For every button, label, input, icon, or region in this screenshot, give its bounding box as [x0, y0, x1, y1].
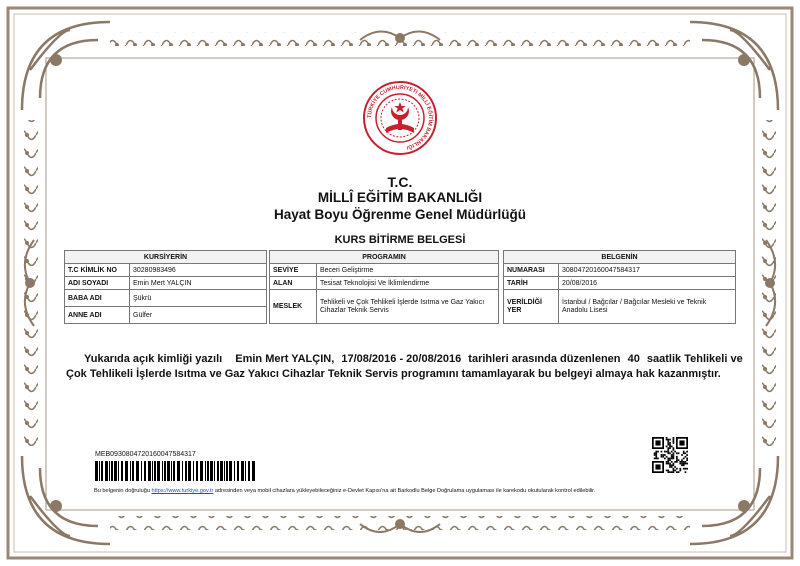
- certificate-number-label: NUMARASI: [504, 264, 559, 277]
- ministry-heading: MİLLÎ EĞİTİM BAKANLIĞI: [317, 190, 483, 205]
- field-value: Tesisat Teknolojisi Ve İklimlendirme: [317, 277, 499, 290]
- verification-footer: [94, 488, 714, 494]
- document-title: KURS BİTİRME BELGESİ: [334, 234, 466, 246]
- full-name-label: ADI SOYADI: [65, 277, 130, 290]
- barcode-image: [95, 461, 255, 481]
- certificate-table: [503, 250, 736, 324]
- tc-no-value: 30280983496: [130, 264, 267, 277]
- footer-prefix: Bu belgenin doğruluğu: [94, 488, 150, 494]
- verification-link[interactable]: https://www.turkiye.gov.tr: [151, 488, 214, 494]
- issued-place-label: VERİLDİĞİ YER: [504, 290, 559, 324]
- date-label: TARİH: [504, 277, 559, 290]
- certificate-table-heading: BELGENİN: [504, 251, 736, 264]
- date-value: 20/08/2016: [559, 277, 736, 290]
- certificate-number-value: 30804720160047584317: [559, 264, 736, 277]
- statement-name: Emin Mert YALÇIN,: [235, 353, 335, 365]
- level-value: Beceri Geliştirme: [317, 264, 499, 277]
- trainee-table: [64, 250, 267, 324]
- certificate-statement: [66, 352, 746, 382]
- qr-code-image: [652, 437, 688, 473]
- tc-no-label: T.C KİMLİK NO: [65, 264, 130, 277]
- occupation-value: Tehlikeli ve Çok Tehlikeli İşlerde Isıtma ve Gaz Yakıcı Cihazlar Teknik Servis: [317, 290, 499, 324]
- statement-between: tarihleri arasında düzenlenen: [468, 353, 621, 365]
- program-table: [269, 250, 499, 324]
- statement-completion: Tehlikeli ve Çok Tehlikeli İşlerde Isıtma ve Gaz Yakıcı Cihazlar Teknik Servis programını tamamlayarak bu belgeyi almaya hak kazanmıştır.: [66, 353, 743, 380]
- barcode-number: MEB09308047201600475843​17: [95, 451, 196, 458]
- statement-hours-unit: saatlik: [646, 353, 682, 365]
- full-name-value: Emin Mert YALÇIN: [130, 277, 267, 290]
- mother-name-value: Gülfer: [130, 307, 267, 324]
- father-name-label: BABA ADI: [65, 290, 130, 307]
- program-table-heading: PROGRAMIN: [270, 251, 499, 264]
- footer-suffix: adresinden veya mobil cihazlara yükleyebileceğiniz e-Devlet Kapısı'na ait Barkodlu Belge Doğrulama uygulaması ile karekodu okutularak kontrol edilebilir.: [214, 488, 596, 494]
- statement-dates: 17/08/2016 - 20/08/2016: [341, 353, 462, 365]
- directorate-heading: Hayat Boyu Öğrenme Genel Müdürlüğü: [273, 207, 527, 222]
- mother-name-label: ANNE ADI: [65, 307, 130, 324]
- field-label: ALAN: [270, 277, 317, 290]
- statement-intro: Yukarıda açık kimliği yazılı: [84, 353, 223, 365]
- issued-place-value: İstanbul / Bağcılar / Bağcılar Mesleki ve Teknik Anadolu Lisesi: [559, 290, 736, 324]
- ministry-seal-logo: [362, 80, 438, 156]
- country-heading: T.C.: [387, 174, 413, 190]
- trainee-table-heading: KURSİYERİN: [65, 251, 267, 264]
- statement-hours: 40: [627, 353, 640, 365]
- seal-ring-text: TÜRKİYE CUMHURİYETİ MİLLÎ EĞİTİM BAKANLIĞI: [366, 84, 434, 151]
- level-label: SEVİYE: [270, 264, 317, 277]
- occupation-label: MESLEK: [270, 290, 317, 324]
- father-name-value: Şükrü: [130, 290, 267, 307]
